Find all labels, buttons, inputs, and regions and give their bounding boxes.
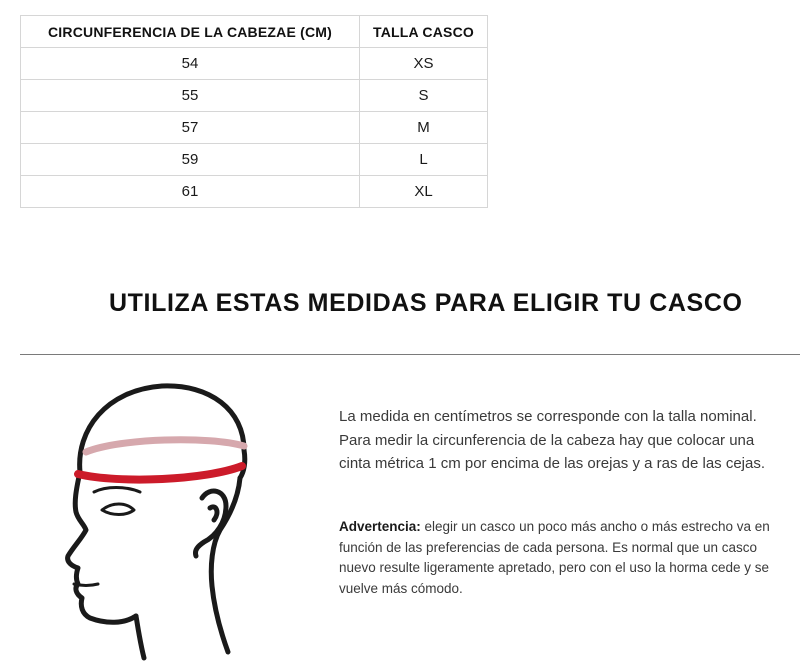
table-row xyxy=(21,176,488,208)
warning-label: Advertencia: xyxy=(339,519,421,534)
size-cell: XS xyxy=(360,48,488,80)
table-row xyxy=(21,112,488,144)
size-cell: S xyxy=(360,80,488,112)
circumference-cell: 61 xyxy=(21,176,360,208)
circumference-cell: 59 xyxy=(21,144,360,176)
table-row xyxy=(21,80,488,112)
header-circumference: CIRCUNFERENCIA DE LA CABEZAE (CM) xyxy=(21,16,360,48)
head-measurement-icon xyxy=(60,380,260,662)
table-header-row xyxy=(21,16,488,48)
circumference-cell: 54 xyxy=(21,48,360,80)
warning-text: elegir un casco un poco más ancho o más estrecho va en función de las preferencias de cada persona. Es normal que un casco nuevo resulte ligeramente apretado, pero con el uso la horma cede y se vuelve más cómodo. xyxy=(339,519,770,596)
circumference-cell: 57 xyxy=(21,112,360,144)
size-table xyxy=(20,15,488,208)
table-row xyxy=(21,144,488,176)
size-cell: L xyxy=(360,144,488,176)
header-helmet-size: TALLA CASCO xyxy=(360,16,488,48)
table-row xyxy=(21,48,488,80)
size-cell: M xyxy=(360,112,488,144)
page-title: UTILIZA ESTAS MEDIDAS PARA ELIGIR TU CASCO xyxy=(109,289,743,317)
circumference-cell: 55 xyxy=(21,80,360,112)
size-cell: XL xyxy=(360,176,488,208)
measurement-description: La medida en centímetros se corresponde con la talla nominal. Para medir la circunferencia de la cabeza hay que colocar una cinta métrica 1 cm por encima de las orejas y a ras de las cejas. xyxy=(339,408,766,472)
warning-note xyxy=(339,517,785,599)
divider xyxy=(20,354,800,355)
